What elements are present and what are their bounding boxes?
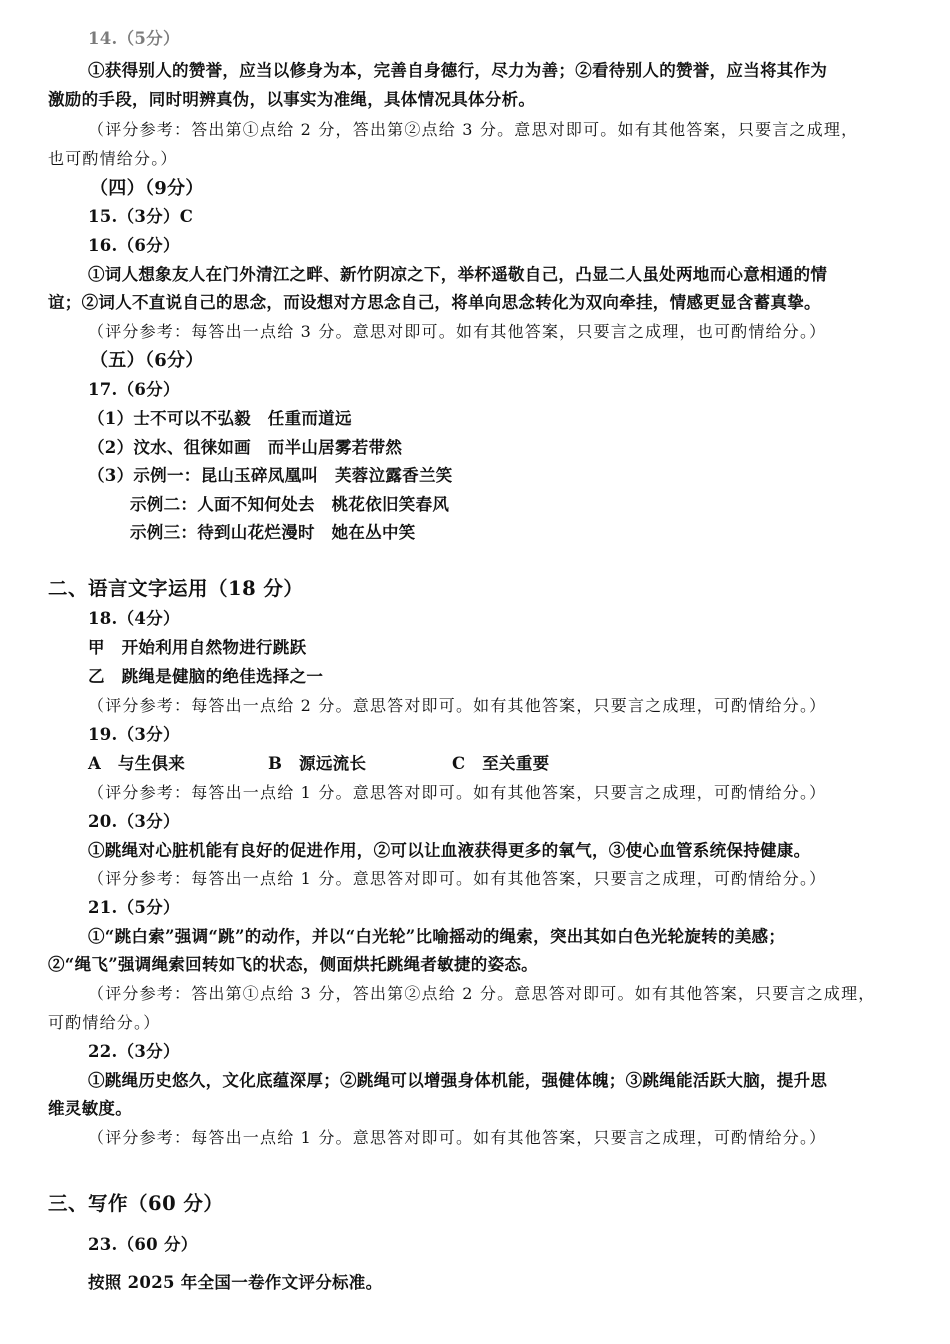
q21-scoring-note-2: 可酌情给分。） (48, 1013, 161, 1032)
q19-answer-c: C 至关重要 (452, 754, 550, 773)
cut-off-question-number: 14.（5分） (88, 29, 180, 48)
q19-answer-a: A 与生俱来 (88, 754, 186, 773)
q23-number: 23.（60 分） (88, 1235, 198, 1254)
q17-answer-2: （2）汶水、徂徕如画 而半山居雾若带然 (88, 438, 403, 457)
part-2-heading: 二、语言文字运用（18 分） (48, 577, 304, 600)
q18-number: 18.（4分） (88, 609, 180, 628)
q16-number: 16.（6分） (88, 236, 180, 255)
q21-answer-line-1: ①“跳白索”强调“跳”的动作，并以“白光轮”比喻摇动的绳索，突出其如白色光轮旋转的美感； (88, 927, 786, 946)
q21-scoring-note-1: （评分参考：答出第①点给 3 分，答出第②点给 2 分。意思答对即可。如有其他答案，只要言之成理， (88, 984, 876, 1003)
q21-answer-line-2: ②“绳飞”强调绳索回转如飞的状态，侧面烘托跳绳者敏捷的姿态。 (48, 955, 538, 974)
q18-answer-b: 乙 跳绳是健脑的绝佳选择之一 (88, 667, 324, 686)
q14-answer-line-2: 激励的手段，同时明辨真伪，以事实为准绳，具体情况具体分析。 (48, 90, 536, 109)
q21-number: 21.（5分） (88, 898, 180, 917)
q15-answer: 15.（3分）C (88, 207, 194, 226)
q18-scoring-note: （评分参考：每答出一点给 2 分。意思答对即可。如有其他答案，只要言之成理，可酌情给分。） (88, 696, 827, 715)
q17-number: 17.（6分） (88, 380, 180, 399)
q19-answer-b: B 源远流长 (268, 754, 367, 773)
section-5-heading: （五）（6分） (90, 350, 204, 371)
q22-answer-line-2: 维灵敏度。 (48, 1099, 132, 1118)
q17-answer-3-example-3: 示例三：待到山花烂漫时 她在丛中笑 (130, 523, 416, 542)
q22-scoring-note: （评分参考：每答出一点给 1 分。意思答对即可。如有其他答案，只要言之成理，可酌情给分。） (88, 1128, 827, 1147)
q23-answer: 按照 2025 年全国一卷作文评分标准。 (88, 1273, 383, 1292)
q14-scoring-note-2: 也可酌情给分。） (48, 149, 178, 168)
q22-answer-line-1: ①跳绳历史悠久，文化底蕴深厚；②跳绳可以增强身体机能，强健体魄；③跳绳能活跃大脑，提升思 (88, 1071, 828, 1090)
q16-scoring-note: （评分参考：每答出一点给 3 分。意思对即可。如有其他答案，只要言之成理，也可酌情给分。） (88, 322, 827, 341)
section-4-heading: （四）（9分） (90, 178, 204, 199)
q20-number: 20.（3分） (88, 812, 180, 831)
q18-answer-a: 甲 开始利用自然物进行跳跃 (88, 638, 307, 657)
q17-answer-1: （1）士不可以不弘毅 任重而道远 (88, 409, 352, 428)
q20-scoring-note: （评分参考：每答出一点给 1 分。意思答对即可。如有其他答案，只要言之成理，可酌情给分。） (88, 869, 827, 888)
q17-answer-3-example-1: （3）示例一：昆山玉碎凤凰叫 芙蓉泣露香兰笑 (88, 466, 453, 485)
q16-answer-line-1: ①词人想象友人在门外清江之畔、新竹阴凉之下，举杯遥敬自己，凸显二人虽处两地而心意相通的情 (88, 265, 828, 284)
q16-answer-line-2: 谊；②词人不直说自己的思念，而设想对方思念自己，将单向思念转化为双向牵挂，情感更显含蓄真挚。 (48, 293, 821, 312)
part-3-heading: 三、写作（60 分） (48, 1192, 224, 1215)
q14-scoring-note-1: （评分参考：答出第①点给 2 分，答出第②点给 3 分。意思对即可。如有其他答案，只要言之成理， (88, 120, 859, 139)
q17-answer-3-example-2: 示例二：人面不知何处去 桃花依旧笑春风 (130, 495, 450, 514)
q19-scoring-note: （评分参考：每答出一点给 1 分。意思答对即可。如有其他答案，只要言之成理，可酌情给分。） (88, 783, 827, 802)
q22-number: 22.（3分） (88, 1042, 180, 1061)
q20-answer: ①跳绳对心脏机能有良好的促进作用，②可以让血液获得更多的氧气，③使心血管系统保持健康。 (88, 841, 811, 860)
q14-answer-line-1: ①获得别人的赞誉，应当以修身为本，完善自身德行，尽力为善；②看待别人的赞誉，应当将其作为 (88, 61, 828, 80)
q19-number: 19.（3分） (88, 725, 180, 744)
